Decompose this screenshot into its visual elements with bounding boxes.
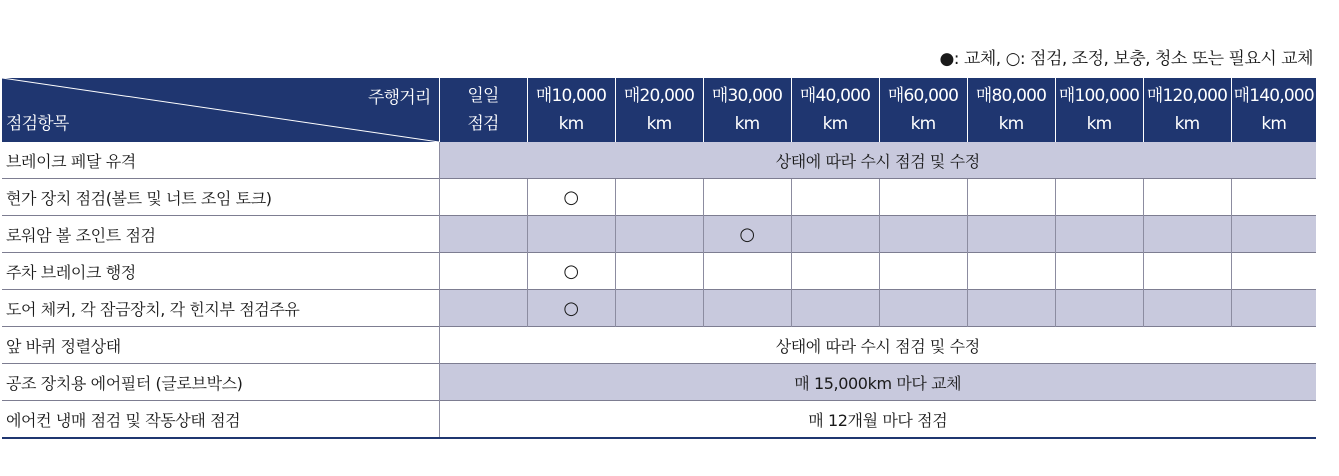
column-header-line1: 매80,000 [975,86,1047,106]
schedule-cell [967,216,1055,253]
item-label: 점검항목 [6,114,69,134]
schedule-cell [439,253,527,290]
schedule-cell [791,253,879,290]
column-header-line2: km [558,114,584,134]
schedule-cell [879,253,967,290]
column-header-line2: km [1261,114,1287,134]
row-span-note: 상태에 따라 수시 점검 및 수정 [439,142,1316,179]
schedule-cell [1143,253,1231,290]
schedule-cell [615,216,703,253]
row-item-label: 에어컨 냉매 점검 및 작동상태 점검 [2,401,439,439]
schedule-cell: ○ [703,216,791,253]
column-header-line2: km [910,114,936,134]
corner-header [2,78,439,142]
schedule-cell [967,290,1055,327]
schedule-cell [967,179,1055,216]
schedule-cell [879,216,967,253]
column-header-line2: 점검 [467,114,499,134]
schedule-cell [615,290,703,327]
column-header [703,78,791,142]
schedule-cell [967,253,1055,290]
table-row [2,216,1316,253]
column-header-line2: km [1174,114,1200,134]
column-header-line2: km [646,114,672,134]
schedule-cell [1143,179,1231,216]
row-item-label: 브레이크 페달 유격 [2,142,439,179]
schedule-cell [791,290,879,327]
schedule-cell [1055,179,1143,216]
schedule-cell [703,290,791,327]
column-header [1231,78,1316,142]
row-item-label: 현가 장치 점검(볼트 및 너트 조임 토크) [2,179,439,216]
column-header-line2: km [734,114,760,134]
schedule-cell [1055,216,1143,253]
schedule-cell [791,179,879,216]
schedule-cell [439,179,527,216]
row-item-label: 로워암 볼 조인트 점검 [2,216,439,253]
schedule-cell [879,290,967,327]
schedule-cell [615,253,703,290]
schedule-cell: ○ [527,253,615,290]
distance-label: 주행거리 [368,88,431,108]
column-header-line1: 매60,000 [887,86,959,106]
column-header-line1: 일일 [467,86,499,106]
schedule-cell [1231,290,1316,327]
schedule-cell [615,179,703,216]
schedule-cell [1143,216,1231,253]
table-row [2,327,1316,364]
maintenance-table [2,78,1316,439]
schedule-cell [879,179,967,216]
table-row [2,179,1316,216]
column-header [1055,78,1143,142]
column-header-line2: km [1086,114,1112,134]
column-header-line1: 매100,000 [1058,86,1140,106]
schedule-cell [1055,290,1143,327]
table-row [2,364,1316,401]
column-header [439,78,527,142]
schedule-cell: ○ [527,290,615,327]
column-header [791,78,879,142]
schedule-cell: ○ [527,179,615,216]
column-header-line1: 매120,000 [1146,86,1228,106]
schedule-cell [703,179,791,216]
column-header-line1: 매140,000 [1233,86,1314,106]
column-header-line1: 매40,000 [799,86,871,106]
row-item-label: 공조 장치용 에어필터 (글로브박스) [2,364,439,401]
schedule-cell [1143,290,1231,327]
column-header-line1: 매20,000 [623,86,695,106]
column-header [615,78,703,142]
schedule-cell [1231,179,1316,216]
column-header [527,78,615,142]
schedule-cell [703,253,791,290]
table-row [2,401,1316,439]
row-span-note: 매 15,000km 마다 교체 [439,364,1316,401]
row-span-note: 매 12개월 마다 점검 [439,401,1316,439]
table-row [2,290,1316,327]
column-header-line2: km [998,114,1024,134]
column-header-line1: 매30,000 [711,86,783,106]
schedule-cell [1231,216,1316,253]
table-body [2,142,1316,438]
row-item-label: 도어 체커, 각 잠금장치, 각 힌지부 점검주유 [2,290,439,327]
column-header [967,78,1055,142]
schedule-cell [439,216,527,253]
row-span-note: 상태에 따라 수시 점검 및 수정 [439,327,1316,364]
column-header-line2: km [822,114,848,134]
column-header [879,78,967,142]
row-item-label: 주차 브레이크 행정 [2,253,439,290]
table-row [2,142,1316,179]
column-header-line1: 매10,000 [535,86,607,106]
schedule-cell [439,290,527,327]
legend-text: ●: 교체, ○: 점검, 조정, 보충, 청소 또는 필요시 교체 [939,49,1313,69]
table-header-row [2,78,1316,142]
schedule-cell [527,216,615,253]
table-row [2,253,1316,290]
column-header [1143,78,1231,142]
row-item-label: 앞 바퀴 정렬상태 [2,327,439,364]
schedule-cell [791,216,879,253]
schedule-cell [1231,253,1316,290]
schedule-cell [1055,253,1143,290]
